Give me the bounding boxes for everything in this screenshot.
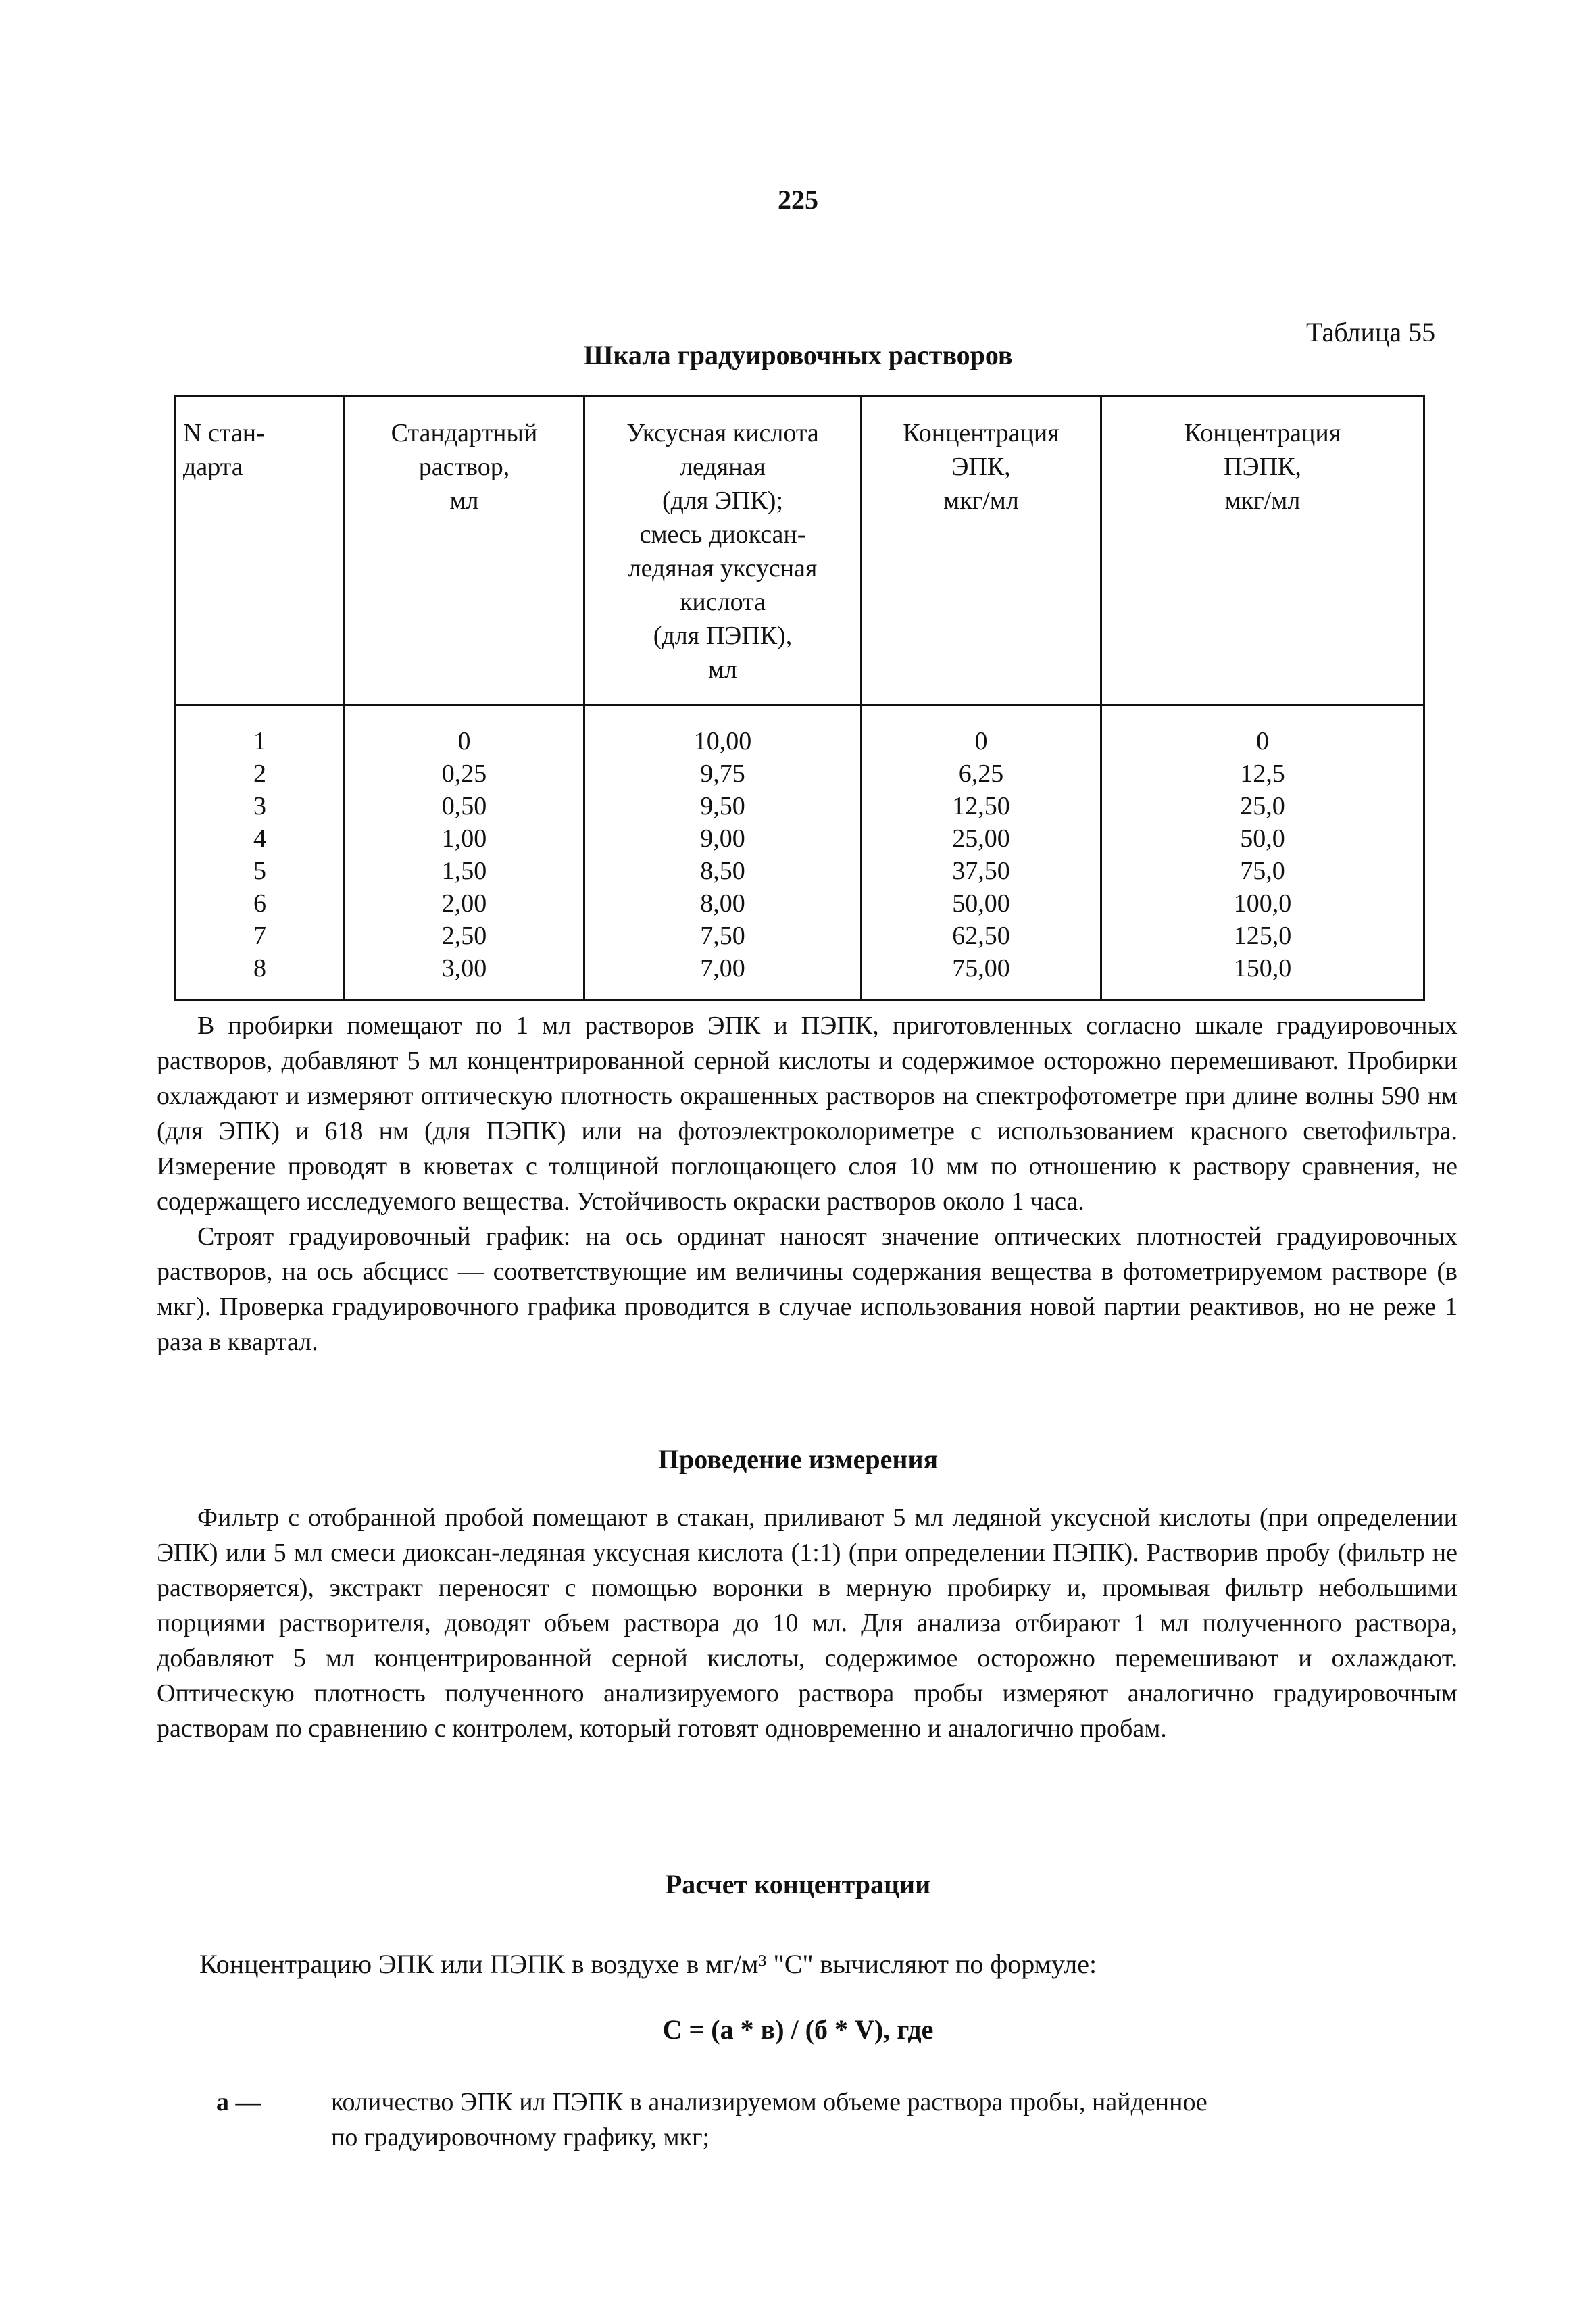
table-cell: 8,00 bbox=[584, 887, 862, 920]
page-number: 225 bbox=[778, 184, 818, 215]
table-cell: 50,00 bbox=[862, 887, 1101, 920]
table-cell: 2,50 bbox=[345, 920, 584, 952]
table-cell: 6,25 bbox=[862, 757, 1101, 790]
formula: С = (а * в) / (б * V), где bbox=[662, 2014, 934, 2045]
paragraph: Фильтр с отобранной пробой помещают в стакан, приливают 5 мл ледяной уксусной кислоты (при определении ЭПК) или 5 мл смеси диоксан-ледяная уксусная кислота (1:1) (при определении ПЭПК). Растворив пробу (фильтр не растворяется), экстракт переносят с помощью воронки в мерную пробирку и, промывая фильтр небольшими порциями растворителя, доводят объем раствора до 10 мл. Для анализа отбирают 1 мл полученного раствора, добавляют 5 мл концентрированной серной кислоты, содержимое осторожно перемешивают и охлаждают. Оптическую плотность полученного анализируемого раствора пробы измеряют аналогично градуировочным растворам по сравнению с контролем, который готовят одновременно и аналогично пробам. bbox=[157, 1503, 1457, 1743]
table-row bbox=[176, 952, 1424, 1001]
table-cell: 3 bbox=[176, 790, 345, 822]
table-caption: Шкала градуировочных растворов bbox=[583, 340, 1013, 370]
table-cell: 25,0 bbox=[1101, 790, 1424, 822]
table-cell: 150,0 bbox=[1101, 952, 1424, 1001]
definition-item bbox=[216, 2085, 1230, 2155]
table-body bbox=[176, 705, 1424, 1001]
table-cell: 2 bbox=[176, 757, 345, 790]
table-label: Таблица 55 bbox=[1306, 317, 1436, 347]
table-cell: 100,0 bbox=[1101, 887, 1424, 920]
table-row bbox=[176, 887, 1424, 920]
table-cell: 0,50 bbox=[345, 790, 584, 822]
table-cell: 2,00 bbox=[345, 887, 584, 920]
table-cell: 0,25 bbox=[345, 757, 584, 790]
table-cell: 7 bbox=[176, 920, 345, 952]
table-cell: 37,50 bbox=[862, 855, 1101, 887]
table-cell: 9,00 bbox=[584, 822, 862, 855]
table-row bbox=[176, 790, 1424, 822]
table-cell: 7,00 bbox=[584, 952, 862, 1001]
table-cell: 8 bbox=[176, 952, 345, 1001]
table-cell: 0 bbox=[1101, 705, 1424, 758]
table-cell: 0 bbox=[345, 705, 584, 758]
table-cell: 1,00 bbox=[345, 822, 584, 855]
definition-text: количество ЭПК ил ПЭПК в анализируемом объеме раствора пробы, найденное по градуировочному графику, мкг; bbox=[331, 2088, 1207, 2151]
column-header: N стан- дарта bbox=[176, 397, 345, 705]
table-cell: 125,0 bbox=[1101, 920, 1424, 952]
table-cell: 0 bbox=[862, 705, 1101, 758]
table-row bbox=[176, 705, 1424, 758]
table-header-row bbox=[176, 397, 1424, 705]
table-cell: 10,00 bbox=[584, 705, 862, 758]
table-cell: 50,0 bbox=[1101, 822, 1424, 855]
table-row bbox=[176, 920, 1424, 952]
table-cell: 6 bbox=[176, 887, 345, 920]
table-cell: 9,75 bbox=[584, 757, 862, 790]
table-cell: 75,00 bbox=[862, 952, 1101, 1001]
table-cell: 1 bbox=[176, 705, 345, 758]
measurement-text bbox=[157, 1500, 1457, 1746]
section-title-calc: Расчет концентрации bbox=[665, 1869, 931, 1899]
column-header: Уксусная кислота ледяная (для ЭПК); смесь диоксан- ледяная уксусная кислота (для ПЭПК), мл bbox=[584, 397, 862, 705]
formula-intro: Концентрацию ЭПК или ПЭПК в воздухе в мг/м³ "С" вычисляют по формуле: bbox=[199, 1949, 1097, 1979]
table-cell: 1,50 bbox=[345, 855, 584, 887]
table-cell: 75,0 bbox=[1101, 855, 1424, 887]
table-cell: 12,50 bbox=[862, 790, 1101, 822]
table-cell: 4 bbox=[176, 822, 345, 855]
column-header: Концентрация ЭПК, мкг/мл bbox=[862, 397, 1101, 705]
table-cell: 3,00 bbox=[345, 952, 584, 1001]
paragraph: В пробирки помещают по 1 мл растворов ЭПК и ПЭПК, приготовленных согласно шкале градуировочных растворов, добавляют 5 мл концентрированной серной кислоты и содержимое осторожно перемешивают. Пробирки охлаждают и измеряют оптическую плотность окрашенных растворов на спектрофотометре при длине волны 590 нм (для ЭПК) и 618 нм (для ПЭПК) или на фотоэлектроколориметре с использованием красного светофильтра. Измерение проводят в кюветах с толщиной поглощающего слоя 10 мм по отношению к раствору сравнения, не содержащего исследуемого вещества. Устойчивость окраски растворов около 1 часа. bbox=[157, 1012, 1457, 1216]
paragraph: Строят градуировочный график: на ось ординат наносят значение оптических плотностей градуировочных растворов, на ось абсцисс — соответствующие им величины содержания вещества в фотометрируемом растворе (в мкг). Проверка градуировочного графика проводится в случае использования новой партии реактивов, но не реже 1 раза в квартал. bbox=[157, 1222, 1457, 1356]
table-row bbox=[176, 757, 1424, 790]
table-cell: 62,50 bbox=[862, 920, 1101, 952]
table-row bbox=[176, 855, 1424, 887]
section-title-measurement: Проведение измерения bbox=[657, 1444, 939, 1474]
column-header: Стандартный раствор, мл bbox=[345, 397, 584, 705]
table-cell: 5 bbox=[176, 855, 345, 887]
table-cell: 8,50 bbox=[584, 855, 862, 887]
column-header: Концентрация ПЭПК, мкг/мл bbox=[1101, 397, 1424, 705]
table-cell: 12,5 bbox=[1101, 757, 1424, 790]
table-cell: 7,50 bbox=[584, 920, 862, 952]
definition-symbol: а — bbox=[216, 2088, 261, 2116]
table-cell: 9,50 bbox=[584, 790, 862, 822]
table-cell: 25,00 bbox=[862, 822, 1101, 855]
table-row bbox=[176, 822, 1424, 855]
calibration-text bbox=[157, 1008, 1457, 1360]
calibration-table bbox=[174, 395, 1423, 1001]
